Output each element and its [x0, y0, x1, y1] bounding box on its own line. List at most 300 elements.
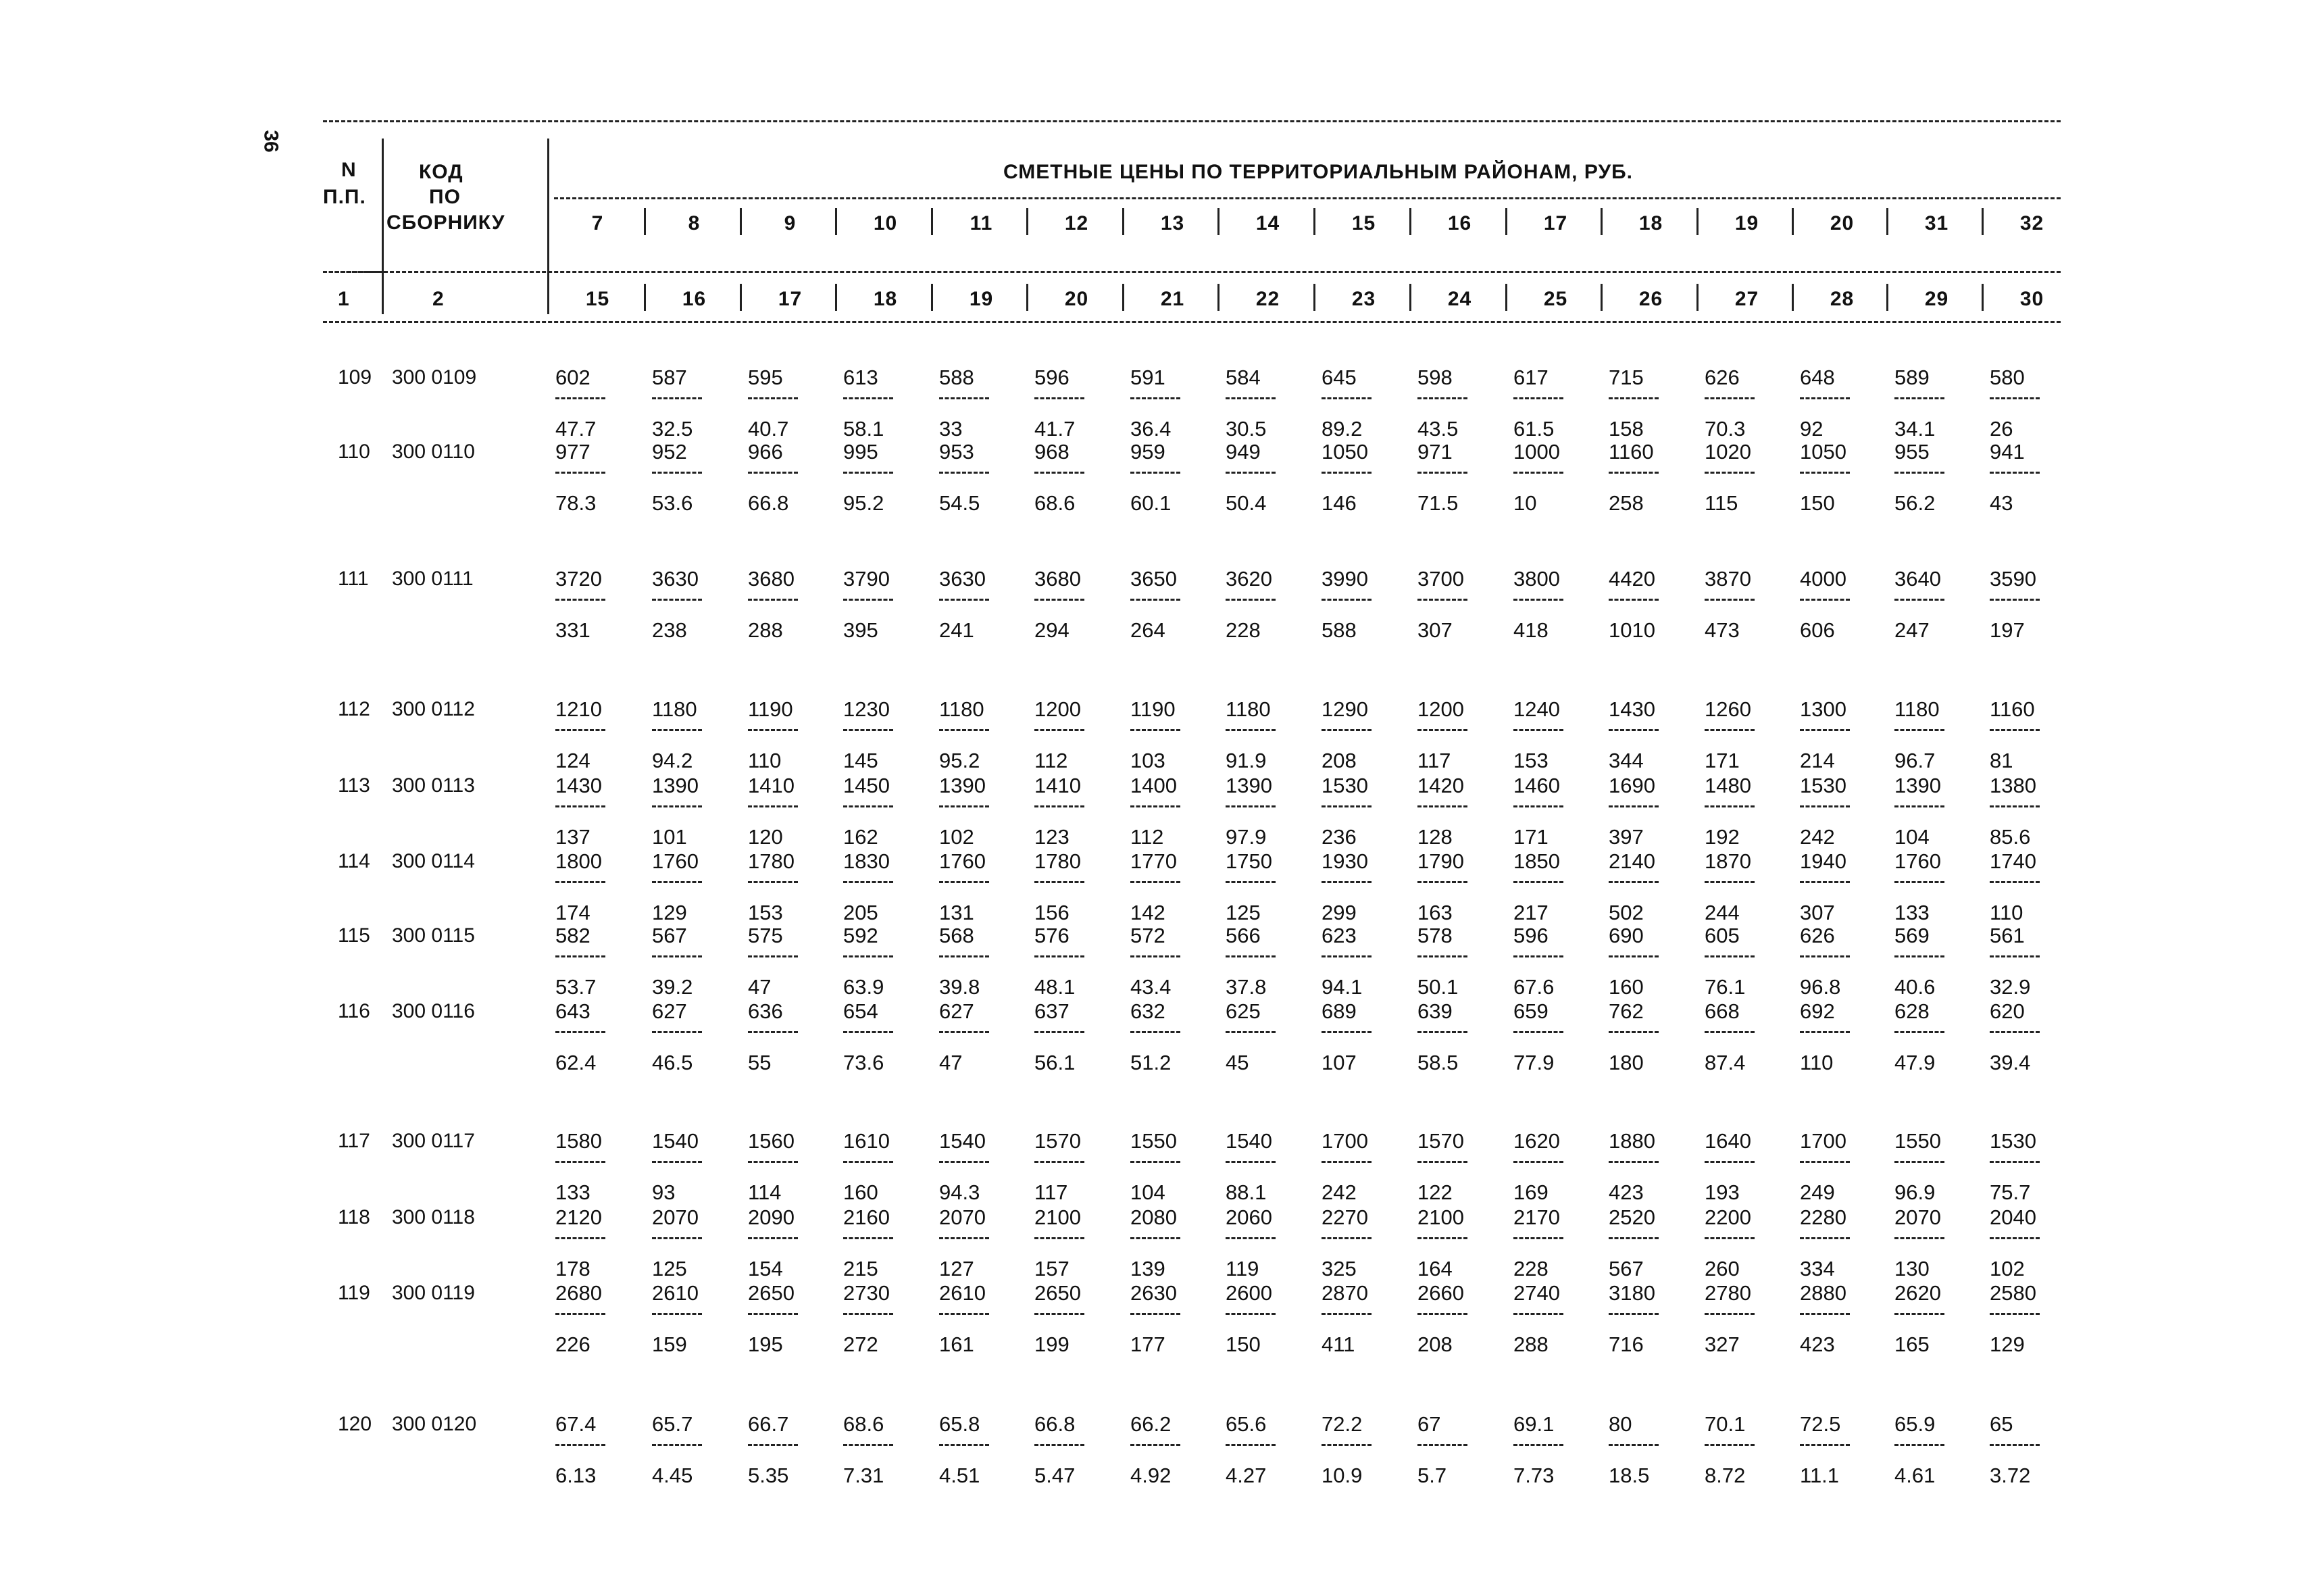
price-value-lower: 205 [843, 901, 878, 924]
price-value: 67 [1417, 1412, 1441, 1436]
price-value: 70.1 [1705, 1412, 1746, 1436]
fraction-line [1800, 955, 1850, 957]
price-value: 1580 [555, 1129, 602, 1153]
price-value-lower: 208 [1322, 749, 1357, 772]
price-value-lower: 53.6 [652, 491, 693, 515]
row-number: 114 [338, 850, 370, 872]
price-value: 2090 [748, 1205, 795, 1229]
price-value-lower: 6.13 [555, 1464, 597, 1487]
price-value: 1180 [1894, 697, 1940, 721]
price-value-lower: 423 [1609, 1180, 1644, 1204]
fraction-line [652, 729, 702, 731]
fraction-line [1322, 881, 1372, 883]
price-value-lower: 153 [748, 901, 783, 924]
fraction-line [1513, 1237, 1563, 1239]
price-value: 2650 [1034, 1281, 1081, 1305]
price-value: 3790 [843, 567, 890, 591]
price-value-lower: 37.8 [1226, 975, 1267, 999]
price-value-lower: 195 [748, 1332, 783, 1356]
column-divider [644, 208, 646, 235]
district-header: 9 [784, 212, 797, 234]
price-value: 623 [1322, 924, 1357, 947]
fraction-line [1609, 881, 1659, 883]
price-value: 2280 [1800, 1205, 1846, 1229]
price-value-lower: 95.2 [843, 491, 884, 515]
price-value: 1420 [1417, 774, 1464, 797]
row-code: 300 0115 [392, 924, 475, 947]
price-value: 588 [939, 366, 974, 389]
price-value: 65.6 [1226, 1412, 1267, 1436]
price-value-lower: 88.1 [1226, 1180, 1267, 1204]
column-index: 18 [873, 288, 898, 310]
price-value: 668 [1705, 999, 1740, 1023]
price-value: 567 [652, 924, 687, 947]
district-header: 16 [1447, 212, 1472, 234]
price-value: 949 [1226, 440, 1261, 464]
fraction-line [1609, 1313, 1659, 1315]
row-number: 109 [338, 366, 372, 389]
price-value: 1180 [1226, 697, 1271, 721]
fraction-line [1226, 397, 1276, 399]
fraction-line [748, 1313, 798, 1315]
fraction-line [1322, 1031, 1372, 1033]
fraction-line [1034, 1161, 1084, 1163]
price-value-lower: 53.7 [555, 975, 597, 999]
price-value: 1800 [555, 849, 602, 873]
price-value: 1690 [1609, 774, 1655, 797]
price-value-lower: 110 [1800, 1051, 1834, 1074]
row-number: 111 [338, 568, 369, 590]
fraction-line [1705, 881, 1755, 883]
fraction-line [1226, 1161, 1276, 1163]
fraction-line [1894, 1313, 1944, 1315]
price-value-lower: 247 [1894, 618, 1930, 642]
fraction-line [1609, 805, 1659, 807]
price-value-lower: 157 [1034, 1257, 1070, 1280]
price-value: 596 [1513, 924, 1549, 947]
fraction-line [652, 955, 702, 957]
fraction-line [1130, 1031, 1180, 1033]
fraction-line [1894, 955, 1944, 957]
column-divider [1601, 208, 1603, 235]
price-value-lower: 127 [939, 1257, 974, 1280]
price-value-lower: 41.7 [1034, 417, 1076, 441]
fraction-line [748, 599, 798, 601]
fraction-line [1417, 805, 1467, 807]
price-value: 1460 [1513, 774, 1560, 797]
price-value: 566 [1226, 924, 1261, 947]
fraction-line [1034, 1313, 1084, 1315]
fraction-line [1800, 1444, 1850, 1446]
fraction-line [1322, 955, 1372, 957]
price-value: 4420 [1609, 567, 1655, 591]
fraction-line [939, 805, 989, 807]
price-value-lower: 55 [748, 1051, 772, 1074]
row-code: 300 0112 [392, 698, 475, 720]
price-value: 569 [1894, 924, 1930, 947]
price-value-lower: 39.2 [652, 975, 693, 999]
price-value-lower: 89.2 [1322, 417, 1363, 441]
price-value-lower: 50.1 [1417, 975, 1459, 999]
price-value-lower: 60.1 [1130, 491, 1172, 515]
price-value-lower: 56.1 [1034, 1051, 1076, 1074]
price-value-lower: 163 [1417, 901, 1453, 924]
price-value: 2170 [1513, 1205, 1560, 1229]
row-number: 113 [338, 774, 370, 797]
row-number: 115 [338, 924, 370, 947]
price-value-lower: 395 [843, 618, 878, 642]
price-value-lower: 193 [1705, 1180, 1740, 1204]
price-value: 1410 [748, 774, 795, 797]
fraction-line [1513, 881, 1563, 883]
fraction-line [1894, 881, 1944, 883]
column-divider [740, 284, 742, 311]
fraction-line [555, 729, 605, 731]
fraction-line [1894, 599, 1944, 601]
price-value-lower: 288 [748, 618, 783, 642]
price-value: 1740 [1990, 849, 2036, 873]
price-value: 1160 [1609, 440, 1654, 464]
price-value: 692 [1800, 999, 1835, 1023]
price-value: 639 [1417, 999, 1453, 1023]
price-value: 591 [1130, 366, 1165, 389]
price-value-lower: 159 [652, 1332, 687, 1356]
price-value-lower: 129 [1990, 1332, 2025, 1356]
price-value: 65.7 [652, 1412, 693, 1436]
price-value: 1790 [1417, 849, 1464, 873]
fraction-line [843, 1444, 893, 1446]
fraction-line [1130, 397, 1180, 399]
price-value: 575 [748, 924, 783, 947]
price-value: 3180 [1609, 1281, 1655, 1305]
price-value: 1540 [1226, 1129, 1272, 1153]
fraction-line [652, 1313, 702, 1315]
price-value: 645 [1322, 366, 1357, 389]
row-code: 300 0119 [392, 1282, 475, 1304]
price-value-lower: 104 [1130, 1180, 1165, 1204]
column-index: 22 [1255, 288, 1280, 310]
price-value-lower: 5.35 [748, 1464, 789, 1487]
price-value: 1570 [1417, 1129, 1464, 1153]
price-value: 2120 [555, 1205, 602, 1229]
price-value: 3720 [555, 567, 602, 591]
fraction-line [748, 1031, 798, 1033]
fraction-line [1800, 881, 1850, 883]
fraction-line [1800, 472, 1850, 474]
price-value-lower: 226 [555, 1332, 590, 1356]
price-value-lower: 327 [1705, 1332, 1740, 1356]
fraction-line [652, 397, 702, 399]
column-divider [1696, 208, 1699, 235]
price-value: 627 [939, 999, 974, 1023]
price-value: 2610 [939, 1281, 986, 1305]
column-index: 21 [1160, 288, 1185, 310]
fraction-line [555, 955, 605, 957]
fraction-line [1130, 955, 1180, 957]
price-value-lower: 174 [555, 901, 590, 924]
fraction-line [1609, 1161, 1659, 1163]
price-value: 648 [1800, 366, 1835, 389]
price-value: 613 [843, 366, 878, 389]
price-value-lower: 4.27 [1226, 1464, 1267, 1487]
price-value-lower: 606 [1800, 618, 1835, 642]
fraction-line [1990, 1237, 2040, 1239]
column-index: 16 [682, 288, 707, 310]
price-value: 2070 [652, 1205, 699, 1229]
fraction-line [1609, 1031, 1659, 1033]
fraction-line [1322, 1161, 1372, 1163]
fraction-line [1705, 805, 1755, 807]
price-value-lower: 150 [1800, 491, 1835, 515]
fraction-line [1894, 1444, 1944, 1446]
price-value: 65.9 [1894, 1412, 1936, 1436]
price-value: 977 [555, 440, 590, 464]
column-divider [1505, 208, 1507, 235]
fraction-line [1322, 397, 1372, 399]
price-value: 595 [748, 366, 783, 389]
price-value: 625 [1226, 999, 1261, 1023]
price-value: 2100 [1417, 1205, 1464, 1229]
column-divider [1313, 284, 1315, 311]
column-divider [1696, 284, 1699, 311]
fraction-line [1609, 955, 1659, 957]
price-value: 1260 [1705, 697, 1751, 721]
fraction-line [1034, 881, 1084, 883]
price-value: 1780 [1034, 849, 1081, 873]
price-value-lower: 137 [555, 825, 590, 849]
price-value: 1760 [939, 849, 986, 873]
column-divider [1601, 284, 1603, 311]
column-divider [1886, 208, 1888, 235]
price-value: 1050 [1322, 440, 1368, 464]
fraction-line [1513, 805, 1563, 807]
fraction-line [843, 472, 893, 474]
price-value-lower: 47.7 [555, 417, 597, 441]
price-value-lower: 214 [1800, 749, 1835, 772]
column-index: 19 [969, 288, 994, 310]
price-value: 1540 [652, 1129, 699, 1153]
fraction-line [1705, 1444, 1755, 1446]
price-value: 580 [1990, 366, 2025, 389]
header-rule [323, 271, 385, 273]
price-value: 1410 [1034, 774, 1081, 797]
price-value: 3630 [939, 567, 986, 591]
fraction-line [1894, 1161, 1944, 1163]
price-value-lower: 4.92 [1130, 1464, 1172, 1487]
fraction-line [1226, 729, 1276, 731]
price-value-lower: 165 [1894, 1332, 1930, 1356]
fraction-line [555, 881, 605, 883]
row-code: 300 0118 [392, 1206, 475, 1228]
price-value: 1180 [939, 697, 984, 721]
column-index: 30 [2019, 288, 2044, 310]
fraction-line [939, 729, 989, 731]
price-value: 2680 [555, 1281, 602, 1305]
fraction-line [1226, 1237, 1276, 1239]
price-value-lower: 63.9 [843, 975, 884, 999]
price-value-lower: 169 [1513, 1180, 1549, 1204]
price-value: 568 [939, 924, 974, 947]
fraction-line [555, 599, 605, 601]
price-value-lower: 43 [1990, 491, 2013, 515]
price-value-lower: 4.45 [652, 1464, 693, 1487]
price-value: 572 [1130, 924, 1165, 947]
column-divider [740, 208, 742, 235]
price-value-lower: 260 [1705, 1257, 1740, 1280]
column-divider [835, 208, 837, 235]
price-value: 68.6 [843, 1412, 884, 1436]
price-value-lower: 94.1 [1322, 975, 1363, 999]
price-value: 627 [652, 999, 687, 1023]
price-value-lower: 58.1 [843, 417, 884, 441]
price-value-lower: 75.7 [1990, 1180, 2031, 1204]
price-value-lower: 125 [1226, 901, 1261, 924]
fraction-line [1226, 881, 1276, 883]
column-index: 1 [338, 288, 350, 310]
price-value-lower: 217 [1513, 901, 1549, 924]
price-value: 1530 [1322, 774, 1368, 797]
fraction-line [1513, 472, 1563, 474]
price-value: 689 [1322, 999, 1357, 1023]
column-divider [931, 208, 933, 235]
fraction-line [1894, 1031, 1944, 1033]
price-value-lower: 129 [652, 901, 687, 924]
fraction-line [1513, 397, 1563, 399]
fraction-line [939, 1237, 989, 1239]
fraction-line [1417, 955, 1467, 957]
district-header: 7 [591, 212, 604, 234]
fraction-line [1609, 397, 1659, 399]
price-value: 1390 [939, 774, 986, 797]
price-value-lower: 164 [1417, 1257, 1453, 1280]
price-value-lower: 71.5 [1417, 491, 1459, 515]
fraction-line [1417, 881, 1467, 883]
fraction-line [843, 729, 893, 731]
fraction-line [748, 1161, 798, 1163]
price-value: 620 [1990, 999, 2025, 1023]
price-value: 632 [1130, 999, 1165, 1023]
price-value-lower: 244 [1705, 901, 1740, 924]
fraction-line [1417, 472, 1467, 474]
price-value-lower: 264 [1130, 618, 1165, 642]
price-value: 2270 [1322, 1205, 1368, 1229]
price-value-lower: 91.9 [1226, 749, 1267, 772]
fraction-line [555, 1313, 605, 1315]
price-value-lower: 87.4 [1705, 1051, 1746, 1074]
column-number-header: П.П. [323, 186, 366, 208]
price-value-lower: 160 [843, 1180, 878, 1204]
price-value-lower: 119 [1226, 1257, 1259, 1280]
fraction-line [1226, 805, 1276, 807]
price-value-lower: 103 [1130, 749, 1165, 772]
price-value-lower: 150 [1226, 1332, 1261, 1356]
column-divider [1026, 208, 1028, 235]
price-value-lower: 47 [748, 975, 772, 999]
fraction-line [1609, 599, 1659, 601]
fraction-line [652, 805, 702, 807]
price-value: 598 [1417, 366, 1453, 389]
price-value-lower: 58.5 [1417, 1051, 1459, 1074]
fraction-line [652, 599, 702, 601]
row-code: 300 0113 [392, 774, 475, 797]
column-index: 17 [778, 288, 803, 310]
price-value-lower: 85.6 [1990, 825, 2031, 849]
fraction-line [939, 1161, 989, 1163]
header-rule [323, 120, 2061, 122]
column-index: 27 [1734, 288, 1759, 310]
price-value-lower: 123 [1034, 825, 1070, 849]
fraction-line [1609, 472, 1659, 474]
district-header: 12 [1064, 212, 1089, 234]
row-code: 300 0114 [392, 850, 475, 872]
fraction-line [1034, 1444, 1084, 1446]
price-value: 1610 [843, 1129, 890, 1153]
price-value-lower: 4.51 [939, 1464, 980, 1487]
price-value-lower: 102 [1990, 1257, 2025, 1280]
price-value: 1870 [1705, 849, 1751, 873]
price-value: 968 [1034, 440, 1070, 464]
fraction-line [1226, 955, 1276, 957]
price-value: 1750 [1226, 849, 1272, 873]
fraction-line [652, 881, 702, 883]
fraction-line [1417, 599, 1467, 601]
column-divider [1792, 284, 1794, 311]
price-value: 1400 [1130, 774, 1177, 797]
price-value: 2520 [1609, 1205, 1655, 1229]
price-value: 2160 [843, 1205, 890, 1229]
fraction-line [1130, 599, 1180, 601]
fraction-line [843, 1313, 893, 1315]
price-value-lower: 160 [1609, 975, 1644, 999]
price-value: 2140 [1609, 849, 1655, 873]
fraction-line [652, 472, 702, 474]
fraction-line [1800, 805, 1850, 807]
header-rule [554, 197, 2061, 199]
fraction-line [1130, 805, 1180, 807]
price-value: 628 [1894, 999, 1930, 1023]
price-value: 2620 [1894, 1281, 1941, 1305]
column-number-header: N [341, 159, 357, 181]
price-value-lower: 102 [939, 825, 974, 849]
price-value-lower: 68.6 [1034, 491, 1076, 515]
price-value-lower: 45 [1226, 1051, 1249, 1074]
price-value-lower: 142 [1130, 901, 1165, 924]
fraction-line [939, 1031, 989, 1033]
price-value: 1210 [555, 697, 602, 721]
district-header: 15 [1351, 212, 1376, 234]
fraction-line [1417, 1237, 1467, 1239]
price-value-lower: 117 [1417, 749, 1451, 772]
price-value-lower: 110 [1990, 901, 2023, 924]
column-index: 29 [1924, 288, 1949, 310]
price-value: 2200 [1705, 1205, 1751, 1229]
fraction-line [555, 397, 605, 399]
price-value: 966 [748, 440, 783, 464]
fraction-line [939, 1313, 989, 1315]
column-divider [1792, 208, 1794, 235]
fraction-line [1990, 472, 2040, 474]
price-value: 2070 [1894, 1205, 1941, 1229]
row-code: 300 0111 [392, 568, 474, 590]
fraction-line [1130, 1237, 1180, 1239]
price-value: 637 [1034, 999, 1070, 1023]
fraction-line [1417, 1161, 1467, 1163]
price-value-lower: 228 [1226, 618, 1261, 642]
row-number: 116 [338, 1000, 370, 1022]
fraction-line [843, 955, 893, 957]
price-value-lower: 178 [555, 1257, 590, 1280]
column-divider [1217, 284, 1219, 311]
